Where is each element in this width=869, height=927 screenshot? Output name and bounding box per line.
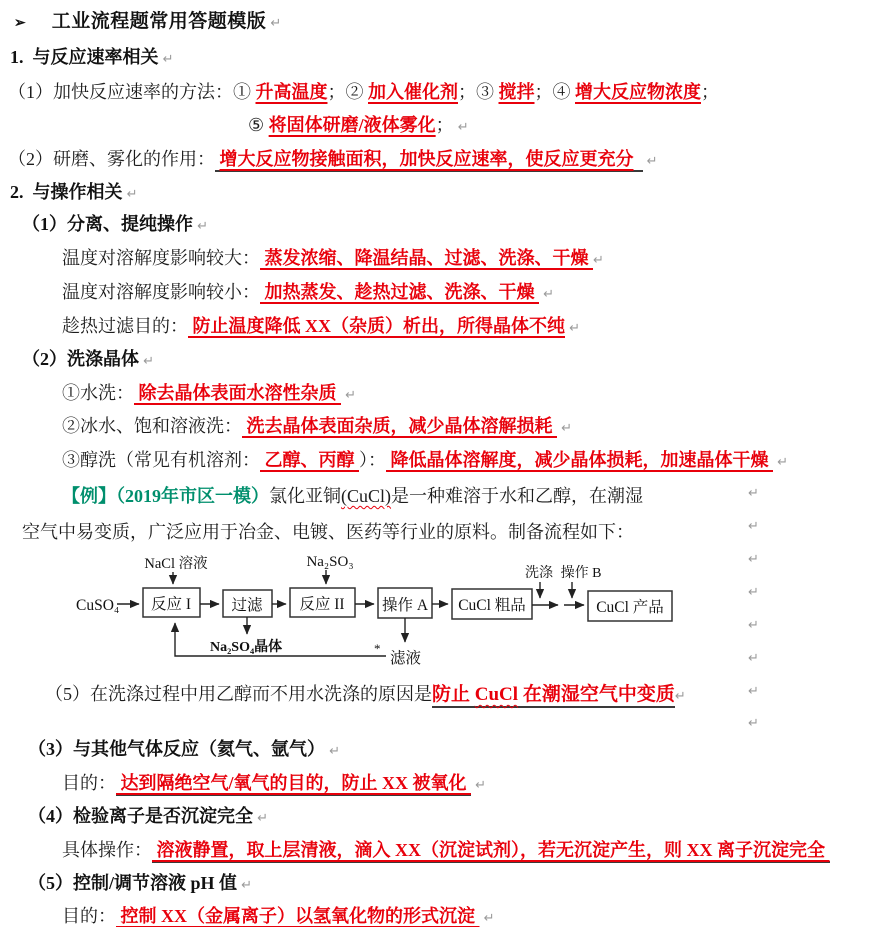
text-segment: ）： bbox=[359, 450, 386, 470]
paragraph-mark: ↵ bbox=[642, 154, 658, 169]
text-segment: ③醇洗（常见有机溶剂： bbox=[62, 450, 260, 470]
paragraph-mark: ↵ bbox=[122, 187, 138, 202]
text-line bbox=[28, 803, 268, 832]
text-segment: （3）与其他气体反应（氦气、氩气） bbox=[28, 739, 325, 759]
text-segment: 防止 bbox=[432, 684, 475, 708]
text-segment: 洗去晶体表面杂质，减少晶体溶解损耗 bbox=[242, 416, 557, 436]
text-segment: 2. 与操作相关 bbox=[10, 182, 123, 202]
text-segment: 加入催化剂 bbox=[368, 82, 458, 102]
flow-input-na2so3: Na₂SO₃ bbox=[306, 554, 354, 570]
text-segment: 防止温度降低 XX（杂质）析出，所得晶体不纯 bbox=[188, 316, 565, 336]
text-line bbox=[748, 708, 759, 737]
text-line bbox=[748, 676, 759, 705]
paragraph-mark: ↵ bbox=[674, 689, 686, 704]
flow-input-nacl: NaCl 溶液 bbox=[144, 556, 208, 572]
flow-box-crude-label: CuCl 粗品 bbox=[458, 597, 526, 614]
text-segment: 控制 XX（金属离子）以氢氧化物的形式沉淀 bbox=[116, 906, 480, 927]
text-line bbox=[22, 211, 208, 240]
flow-box-filter-label: 过滤 bbox=[231, 597, 263, 614]
paragraph-mark: ↵ bbox=[325, 744, 341, 759]
text-segment: ②冰水、饱和溶液洗： bbox=[62, 416, 242, 436]
text-segment: （1）加快反应速率的方法：① bbox=[8, 82, 256, 102]
text-segment: 是一种难溶于水和乙醇，在潮湿 bbox=[391, 486, 644, 506]
text-segment: 增大反应物接触面积，加快反应速率，使反应更充分 bbox=[220, 149, 634, 172]
text-segment: 温度对溶解度影响较大： bbox=[62, 248, 260, 268]
text-segment: （2）洗涤晶体 bbox=[22, 349, 139, 369]
text-segment: (CuCl) bbox=[341, 486, 392, 506]
text-line bbox=[748, 511, 759, 540]
paragraph-mark: ↵ bbox=[748, 519, 759, 534]
text-segment: 具体操作： bbox=[62, 840, 152, 860]
text-line bbox=[10, 44, 174, 73]
text-segment: ①水洗： bbox=[62, 383, 134, 403]
text-segment: （1）分离、提纯操作 bbox=[22, 214, 193, 234]
text-line bbox=[62, 380, 356, 409]
text-segment: ；③ bbox=[458, 82, 499, 102]
flow-step-wash-label: 洗涤 bbox=[525, 566, 553, 581]
paragraph-mark: ↵ bbox=[748, 585, 759, 600]
text-segment: ；② bbox=[327, 82, 368, 102]
text-segment: 除去晶体表面水溶性杂质 bbox=[134, 383, 341, 403]
paragraph-mark: ↵ bbox=[266, 16, 282, 31]
flow-mark-asterisk: * bbox=[374, 641, 381, 656]
flow-box-product-label: CuCl 产品 bbox=[596, 599, 664, 616]
text-segment: ； bbox=[435, 115, 454, 135]
text-segment: 【例】 bbox=[62, 486, 116, 506]
text-line bbox=[62, 447, 788, 476]
paragraph-mark: ↵ bbox=[748, 716, 759, 731]
text-segment: 降低晶体溶解度，减少晶体损耗，加速晶体干燥 bbox=[386, 450, 773, 470]
text-line bbox=[10, 179, 138, 208]
process-flowchart bbox=[60, 552, 680, 670]
text-segment: 达到隔绝空气/氧气的目的，防止 XX 被氧化 bbox=[116, 773, 471, 796]
paragraph-mark: ↵ bbox=[253, 811, 269, 826]
text-segment: （5）在洗涤过程中用乙醇而不用水洗涤的原因是 bbox=[45, 684, 432, 704]
text-line bbox=[748, 643, 759, 672]
text-line bbox=[62, 413, 572, 442]
text-segment: CuCl bbox=[475, 684, 518, 708]
paragraph-mark: ↵ bbox=[471, 778, 487, 793]
text-segment: 将固体研磨/液体雾化 bbox=[268, 115, 436, 135]
flow-box-reaction2-label: 反应 II bbox=[299, 596, 345, 613]
text-segment: （2）研磨、雾化的作用： bbox=[8, 149, 215, 169]
text-segment bbox=[215, 149, 220, 172]
text-segment: 升高温度 bbox=[255, 82, 328, 102]
text-line bbox=[28, 736, 340, 765]
text-line bbox=[14, 8, 281, 37]
text-segment: 在潮湿空气中变质 bbox=[518, 684, 675, 708]
paragraph-mark: ↵ bbox=[341, 388, 357, 403]
text-segment: ⑤ bbox=[248, 115, 269, 135]
text-line bbox=[62, 770, 486, 799]
paragraph-mark: ↵ bbox=[748, 684, 759, 699]
text-line bbox=[28, 870, 252, 899]
paragraph-mark: ↵ bbox=[139, 354, 155, 369]
text-segment: 蒸发浓缩、降温结晶、过滤、洗涤、干燥 bbox=[260, 248, 593, 268]
text-segment: 乙醇、丙醇 bbox=[260, 450, 359, 470]
text-segment: （2019年市区一模） bbox=[116, 486, 269, 506]
text-segment: ；④ bbox=[534, 82, 575, 102]
text-segment: 空气中易变质，广泛应用于冶金、电镀、医药等行业的原料。制备流程如下： bbox=[22, 522, 634, 542]
paragraph-mark: ↵ bbox=[158, 52, 174, 67]
text-segment: 目的： bbox=[62, 773, 116, 793]
paragraph-mark: ↵ bbox=[193, 219, 209, 234]
text-segment: 1. 与反应速率相关 bbox=[10, 47, 159, 67]
flow-step-operationB-label: 操作 B bbox=[560, 566, 602, 581]
text-segment: 加热蒸发、趁热过滤、洗涤、干燥 bbox=[260, 282, 539, 302]
text-segment bbox=[634, 149, 643, 172]
text-line bbox=[62, 837, 830, 863]
text-segment: 氯化亚铜 bbox=[269, 486, 341, 506]
text-line bbox=[748, 610, 759, 639]
flow-output-filtrate: 滤液 bbox=[390, 650, 422, 667]
text-line bbox=[8, 146, 658, 175]
paragraph-mark: ↵ bbox=[557, 421, 573, 436]
text-line bbox=[748, 544, 759, 573]
text-segment: 趁热过滤目的： bbox=[62, 316, 188, 336]
text-line bbox=[748, 577, 759, 606]
text-line bbox=[62, 245, 604, 274]
text-segment: （5）控制/调节溶液 pH 值 bbox=[28, 873, 238, 893]
text-segment: ➢ bbox=[14, 16, 26, 31]
paragraph-mark: ↵ bbox=[748, 618, 759, 633]
paragraph-mark: ↵ bbox=[748, 552, 759, 567]
text-line bbox=[62, 483, 643, 509]
text-segment: 搅拌 bbox=[498, 82, 535, 102]
paragraph-mark: ↵ bbox=[237, 878, 253, 893]
text-line bbox=[22, 346, 154, 375]
text-line bbox=[62, 279, 554, 308]
text-segment: 增大反应物浓度 bbox=[575, 82, 701, 102]
text-line bbox=[22, 519, 634, 545]
text-segment: 溶液静置，取上层清液，滴入 XX（沉淀试剂），若无沉淀产生，则 XX 离子沉淀完全 bbox=[152, 840, 830, 863]
paragraph-mark: ↵ bbox=[565, 321, 581, 336]
flow-box-operationA-label: 操作 A bbox=[381, 597, 429, 614]
text-line bbox=[62, 313, 580, 342]
paragraph-mark: ↵ bbox=[748, 651, 759, 666]
flow-input-cuso4: CuSO₄ bbox=[76, 597, 120, 614]
text-line bbox=[45, 681, 686, 710]
paragraph-mark: ↵ bbox=[539, 287, 555, 302]
text-line bbox=[248, 112, 469, 141]
flow-output-na2so4: Na₂SO₄晶体 bbox=[210, 640, 283, 655]
flow-box-reaction1-label: 反应 I bbox=[150, 596, 192, 613]
paragraph-mark: ↵ bbox=[773, 455, 789, 470]
text-line bbox=[62, 903, 495, 927]
text-segment: 目的： bbox=[62, 906, 116, 926]
text-segment: ； bbox=[701, 82, 719, 102]
paragraph-mark: ↵ bbox=[453, 120, 469, 135]
text-segment: （4）检验离子是否沉淀完全 bbox=[28, 806, 253, 826]
paragraph-mark: ↵ bbox=[593, 253, 604, 268]
text-segment: 温度对溶解度影响较小： bbox=[62, 282, 260, 302]
text-line bbox=[748, 478, 759, 507]
text-line bbox=[8, 79, 719, 105]
paragraph-mark: ↵ bbox=[748, 486, 759, 501]
paragraph-mark: ↵ bbox=[479, 911, 495, 926]
text-segment: 工业流程题常用答题模版 bbox=[51, 11, 267, 32]
